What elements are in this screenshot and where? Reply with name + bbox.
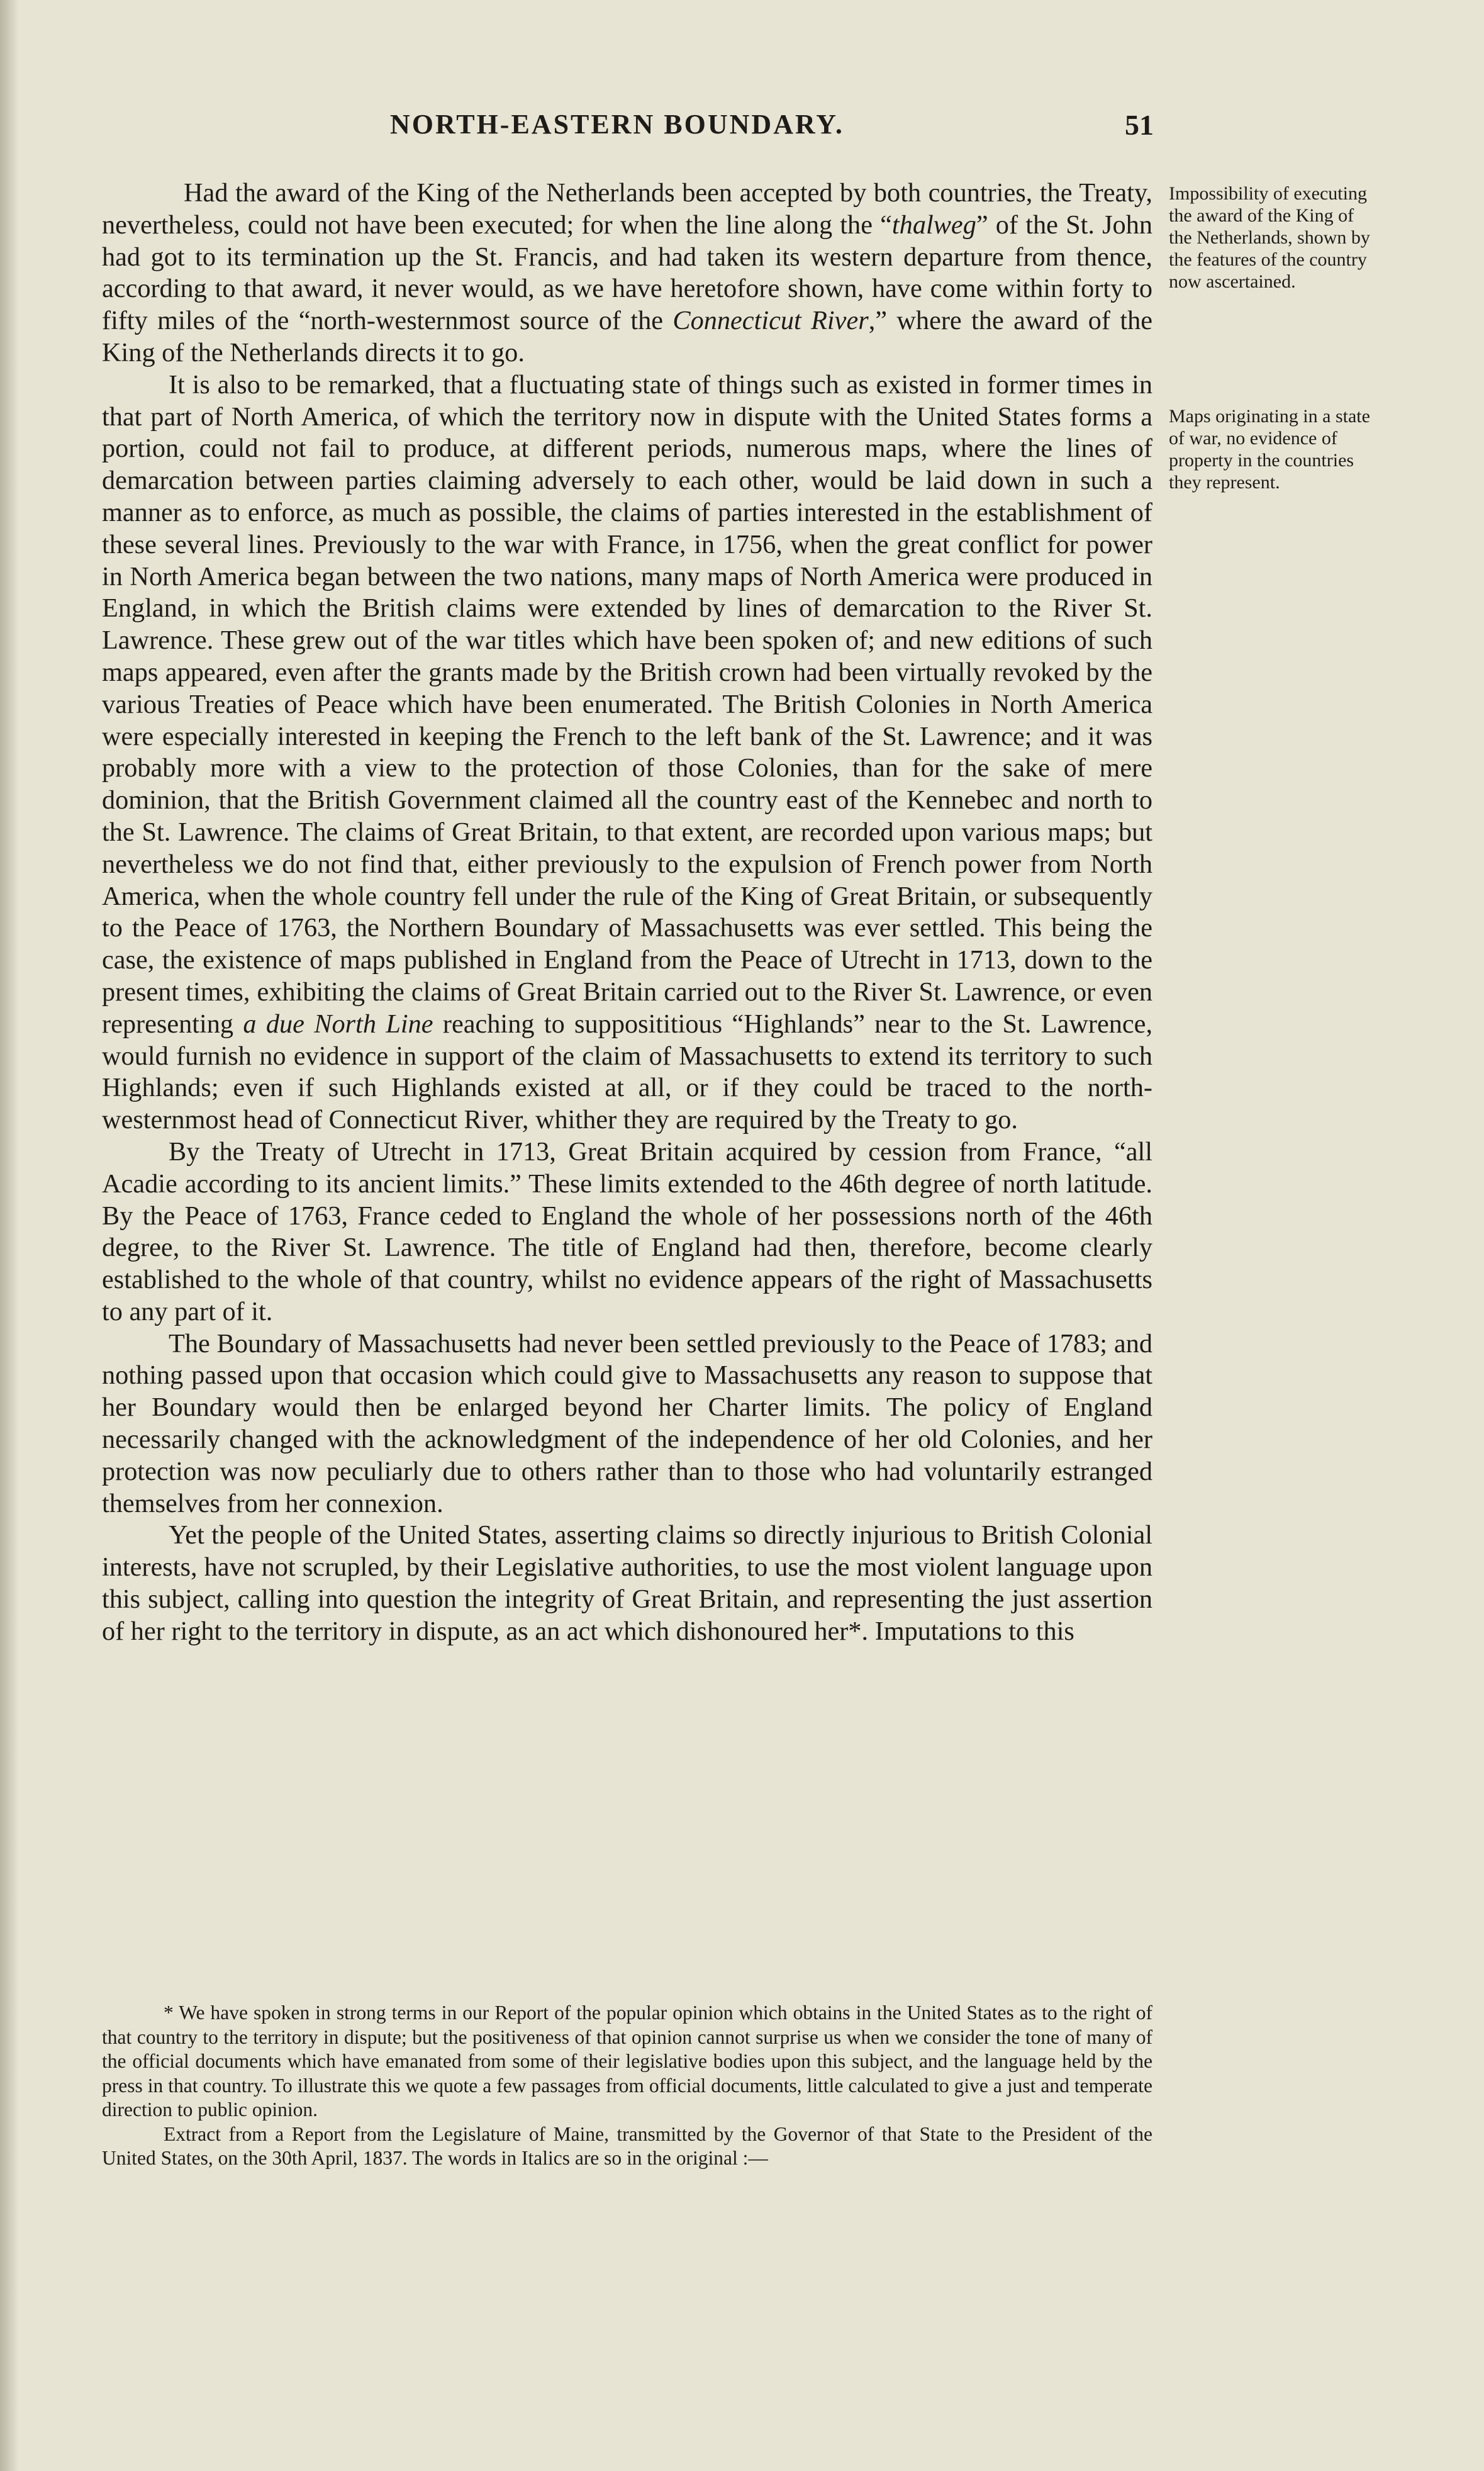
- paragraph-2: [102, 369, 1152, 1136]
- main-text: [102, 177, 1152, 1648]
- page-edge-shadow: [0, 0, 19, 2471]
- paragraph-3: [102, 1136, 1152, 1328]
- margin-note-maps: Maps originating in a state of war, no evidence of property in the countries they represent.: [1169, 406, 1370, 493]
- text-run: Had the award of the King of the Netherlands been accepted by both countries, the Treaty, nevertheless, could not have been executed; for when the line along the “: [102, 178, 1152, 240]
- page-number: 51: [1125, 109, 1154, 141]
- running-head: NORTH-EASTERN BOUNDARY.: [390, 109, 844, 140]
- footnotes: [102, 2001, 1152, 2171]
- text-run: Yet the people of the United States, asserting claims so directly injurious to British Colonial interests, have not scrupled, by their Legislative authorities, to use the most violent language upon this subject, calling into question the integrity of Great Britain, and representing the just assertion of her right to the territory in dispute, as an act which dishonoured her*. Imputations to this: [102, 1520, 1152, 1646]
- margin-note-award: Impossibility of executing the award of the King of the Netherlands, shown by the features of the country now ascertained.: [1169, 183, 1370, 292]
- italic-term: Connecticut River: [672, 306, 869, 336]
- paragraph-4: [102, 1328, 1152, 1520]
- paragraph-1: [102, 177, 1152, 369]
- footnote-1: * We have spoken in strong terms in our Report of the popular opinion which obtains in the United States as to the right of that country to the territory in dispute; but the positiveness of that opinion cannot surprise us when we consider the tone of many of the official documents which have emanated from some of their legislative bodies upon this subject, and the language held by the press in that country. To illustrate this we quote a few passages from official documents, little calculated to give a just and temperate direction to public opinion.: [102, 2002, 1152, 2121]
- text-run: reaching to supposititious “Highlands” near to the St. Lawrence, would furnish no evidence in support of the claim of Massachusetts to extend its territory to such Highlands; even if such Highlands existed at all, or if they could be traced to the north-westernmost head of Connecticut River, whither they are required by the Treaty to go.: [102, 1009, 1153, 1135]
- text-run: By the Treaty of Utrecht in 1713, Great Britain acquired by cession from France, “all Acadie according to its ancient limits.” These limits extended to the 46th degree of north latitude. By the Peace of 1763, France ceded to England the whole of her possessions north of the 46th degree, to the River St. Lawrence. The title of England had then, therefore, become clearly established to the whole of that country, whilst no evidence appears of the right of Massachusetts to any part of it.: [102, 1136, 1152, 1326]
- italic-term: a due North Line: [243, 1009, 433, 1039]
- text-run: ,” where the award of the King of the Netherlands directs it to go.: [102, 306, 1152, 367]
- text-run: ” of the St. John had got to its termination up the St. Francis, and had taken its western departure from thence, according to that award, it never would, as we have heretofore shown, have come within forty to fifty miles of the “north-westernmost source of the: [102, 210, 1152, 336]
- italic-term: thalweg: [891, 210, 976, 240]
- paragraph-5: [102, 1520, 1152, 1647]
- footnote-2: Extract from a Report from the Legislature of Maine, transmitted by the Governor of that State to the President of the United States, on the 30th April, 1837. The words in Italics are so in the original :—: [102, 2122, 1152, 2169]
- text-run: It is also to be remarked, that a fluctuating state of things such as existed in former times in that part of North America, of which the territory now in dispute with the United States forms a portion, could not fail to produce, at different periods, numerous maps, where the lines of demarcation between parties claiming adversely to each other, would be laid down in such a manner as to enforce, as much as possible, the claims of parties interested in the establishment of these several lines. Previously to the war with France, in 1756, when the great conflict for power in North America began between the two nations, many maps of North America were produced in England, in which the British claims were extended by lines of demarcation to the River St. Lawrence. These grew out of the war titles which have been spoken of; and new editions of such maps appeared, even after the grants made by the British crown had been virtually revoked by the various Treaties of Peace which have been enumerated. The British Colonies in North America were especially interested in keeping the French to the left bank of the St. Lawrence; and it was probably more with a view to the protection of those Colonies, than for the sake of mere dominion, that the British Government claimed all the country east of the Kennebec and north to the St. Lawrence. The claims of Great Britain, to that extent, are recorded upon various maps; but nevertheless we do not find that, either previously to the expulsion of French power from North America, when the whole country fell under the rule of the King of Great Britain, or subsequently to the Peace of 1763, the Northern Boundary of Massachusetts was ever settled. This being the case, the existence of maps published in England from the Peace of Utrecht in 1713, down to the present times, exhibiting the claims of Great Britain carried out to the River St. Lawrence, or even representing: [102, 369, 1152, 1039]
- text-run: The Boundary of Massachusetts had never been settled previously to the Peace of 1783; and nothing passed upon that occasion which could give to Massachusetts any reason to suppose that her Boundary would then be enlarged beyond her Charter limits. The policy of England necessarily changed with the acknowledgment of the independence of her old Colonies, and her protection was now peculiarly due to others rather than to those who had voluntarily estranged themselves from her connexion.: [102, 1328, 1152, 1518]
